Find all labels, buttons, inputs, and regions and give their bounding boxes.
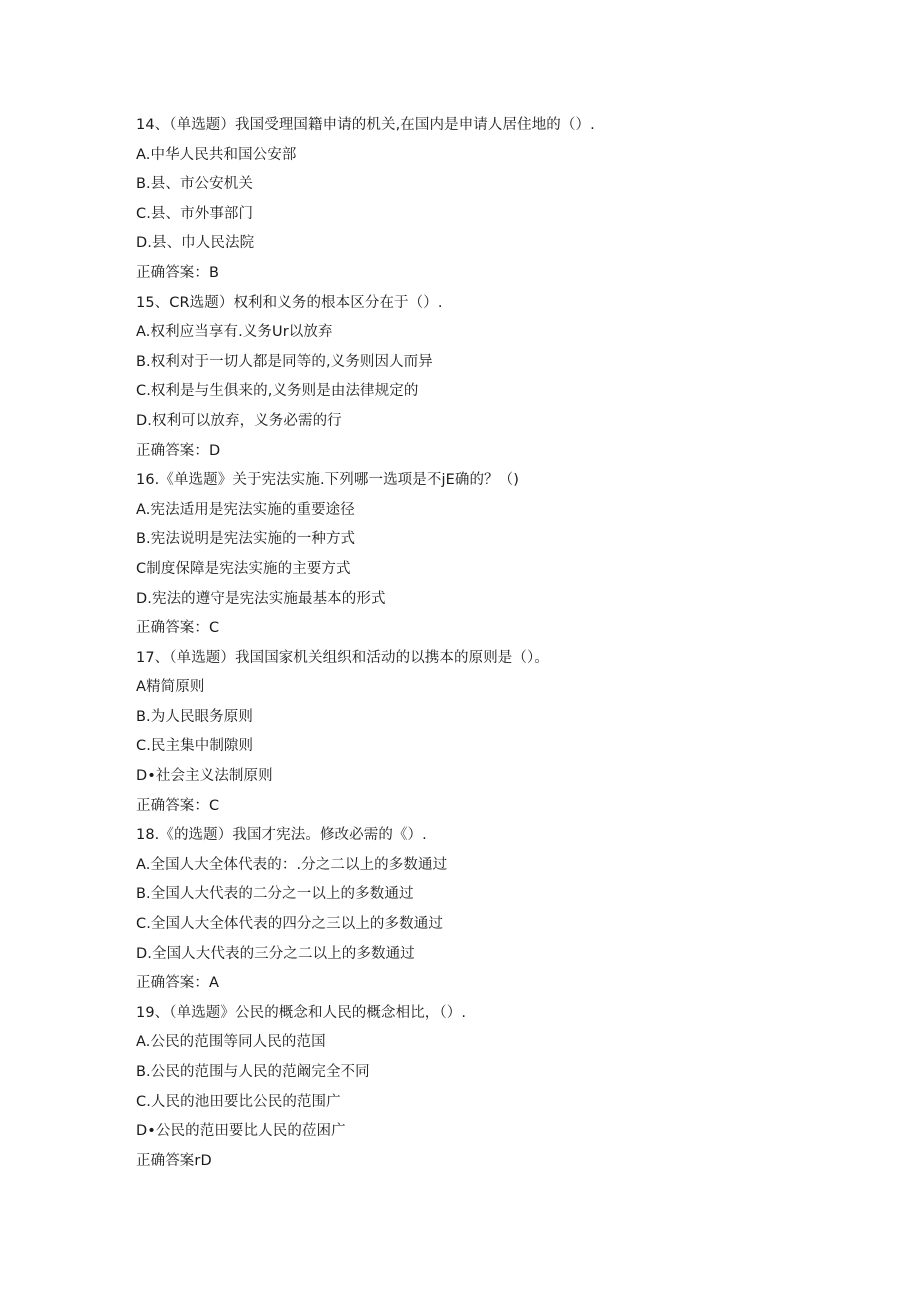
correct-answer: 正确答案rD [136,1152,212,1169]
question-stem: 14、（单选题）我国受理国籍申请的机关,在国内是申请人居住地的（）. [136,117,595,133]
question-stem: 15、CR选题）权利和义务的根本区分在于（）. [136,294,443,311]
option-d: D.县、巾人民法院 [136,235,255,252]
option-b: B.宪法说明是宪法实施的一种方式 [136,531,356,548]
option-c: C制度保障是宪法实施的主要方式 [136,560,351,577]
option-d: D•公民的范田要比人民的莅困广 [136,1123,346,1140]
option-b: B.县、市公安机关 [136,176,253,193]
option-c: C.人民的池田要比公民的范围广 [136,1093,341,1110]
option-b: B.为人民眼务原则 [136,708,253,725]
option-a: A.公民的范围等同人民的范国 [136,1034,326,1051]
correct-answer: 正确答案：D [136,442,221,459]
option-d: D.全国人大代表的三分之二以上的多数通过 [136,945,415,962]
question-stem: 17、（单选题）我国国家机关组织和活动的以携本的原则是（）。 [136,649,549,666]
option-c: C.全国人大全体代表的四分之三以上的多数通过 [136,916,443,933]
option-a: A.权利应当享有.义务Ur以放弃 [136,324,333,341]
question-stem: 16.《单选题》关于宪法实施.下列哪一选项是不jE确的？（) [136,472,520,489]
question-list [136,111,856,1176]
option-d: D•社会主义法制原则 [136,768,273,785]
option-d: D.权利可以放弃，义务必需的行 [136,412,342,429]
option-d: D.宪法的遵守是宪法实施最基本的形式 [136,590,386,607]
option-a: A精简原则 [136,679,205,696]
option-c: C.权利是与生俱来的,义务则是由法律规定的 [136,383,419,400]
option-a: A.中华人民共和国公安部 [136,146,297,163]
option-c: C.民主集中制隙则 [136,738,254,755]
option-b: B.公民的范围与人民的范阚完全不同 [136,1064,370,1080]
correct-answer: 正确答案：C [136,797,220,814]
correct-answer: 正确答案：C [136,620,220,637]
correct-answer: 正确答案：A [136,975,220,992]
option-a: A.全国人大全体代表的：.分之二以上的多数通过 [136,856,448,873]
option-c: C.县、市外事部门 [136,205,254,222]
question-stem: 19、（单选题》公民的概念和人民的概念相比，（）. [136,1004,467,1021]
option-a: A.宪法适用是宪法实施的重要途径 [136,501,355,518]
option-b: B.全国人大代表的二分之一以上的多数通过 [136,886,414,903]
option-b: B.权利对于一切人都是同等的,义务则因人而异 [136,353,433,370]
question-stem: 18.《的选题）我国才宪法。修改必需的《）. [136,827,427,844]
correct-answer: 正确答案：B [136,264,220,281]
